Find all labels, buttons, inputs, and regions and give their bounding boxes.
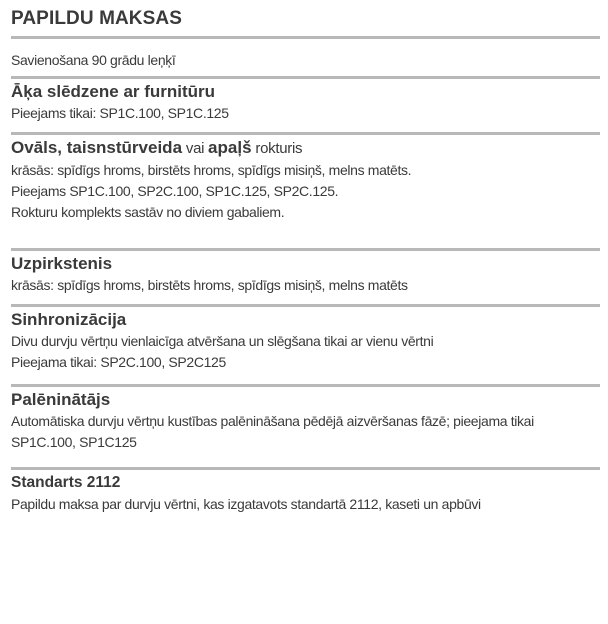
heading-bold-part: apaļš xyxy=(208,138,252,157)
section-heading: Uzpirkstenis xyxy=(11,254,113,273)
section-heading: Palēninātājs xyxy=(11,390,111,409)
section-line: krāsās: spīdīgs hroms, birstēts hroms, spīdīgs misiņš, melns matēts xyxy=(11,277,408,293)
section-line: Pieejama tikai: SP2C.100, SP2C125 xyxy=(11,354,226,370)
section-line: Pieejams SP1C.100, SP2C.100, SP1C.125, SP2C.125. xyxy=(11,183,339,199)
section-heading: Āķa slēdzene ar furnitūru xyxy=(11,82,216,101)
section-synchronization xyxy=(11,307,600,384)
section-hook-lock xyxy=(11,79,600,132)
section-handle xyxy=(11,135,600,248)
section-line: Rokturu komplekts sastāv no diviem gabaliem. xyxy=(11,204,285,220)
intro-text: Savienošana 90 grādu leņķī xyxy=(11,52,176,68)
section-line: SP1C.100, SP1C125 xyxy=(11,434,137,450)
section-heading: Standarts 2112 xyxy=(11,474,121,491)
section-heading xyxy=(11,137,600,160)
section-line: krāsās: spīdīgs hroms, birstēts hroms, spīdīgs misiņš, melns matēts. xyxy=(11,162,412,178)
section-heading: Sinhronizācija xyxy=(11,310,127,329)
heading-bold-part: Ovāls, taisnstūrveida xyxy=(11,138,183,157)
section-line: Papildu maksa par durvju vērtni, kas izgatavots standartā 2112, kaseti un apbūvi xyxy=(11,496,481,512)
section-slowdown xyxy=(11,387,600,467)
section-line: Pieejams tikai: SP1C.100, SP1C.125 xyxy=(11,105,229,121)
section-standard-2112 xyxy=(11,470,600,530)
section-line: Divu durvju vērtņu vienlaicīga atvēršana un slēgšana tikai ar vienu vērtni xyxy=(11,333,434,349)
section-line: Automātiska durvju vērtņu kustības palēnināšana pēdējā aizvēršanas fāzē; pieejama tikai xyxy=(11,413,534,429)
heading-light-part: vai xyxy=(182,140,209,157)
page-title: PAPILDU MAKSAS xyxy=(11,8,182,29)
section-thimble xyxy=(11,251,600,304)
heading-light-part: rokturis xyxy=(251,140,303,157)
